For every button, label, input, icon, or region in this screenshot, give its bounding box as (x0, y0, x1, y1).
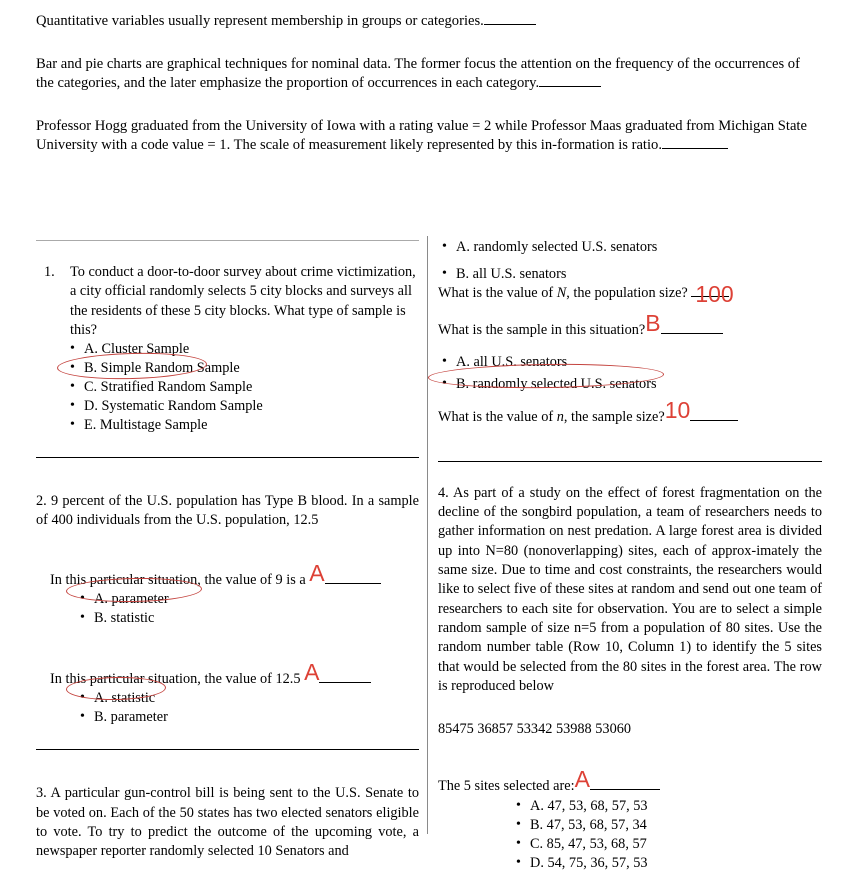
question-2-part-a-prompt (50, 559, 419, 590)
handwritten-answer-a1: A (309, 559, 325, 586)
sites-selected-prompt (438, 766, 822, 796)
sites-selected-text: The 5 sites selected are: (438, 778, 575, 795)
intro-paragraph-3 (36, 117, 820, 156)
population-size-prompt: What is the value of N, the population size? 100 (438, 281, 734, 307)
sample-size-prompt (438, 396, 822, 427)
question-2-part-b-options (76, 689, 419, 727)
option-item[interactable]: • D. Systematic Random Sample (66, 397, 419, 416)
answer-blank-3[interactable] (662, 148, 728, 149)
answer-blank-2[interactable] (539, 86, 601, 87)
intro-paragraph-1 (36, 12, 820, 32)
question-1-number: 1. (44, 264, 55, 280)
option-item[interactable]: • A. statistic (76, 689, 419, 708)
sample-question-text: What is the sample in this situation? (438, 322, 646, 339)
sample-question-prompt (438, 310, 822, 340)
answer-blank-1[interactable] (484, 24, 536, 25)
question-2-part-b-prompt (50, 659, 419, 689)
handwritten-answer-a2: A (304, 659, 320, 686)
answer-line-n[interactable] (690, 420, 738, 421)
option-item[interactable]: • E. Multistage Sample (66, 416, 419, 435)
option-item[interactable]: • D. 54, 75, 36, 57, 53 (512, 854, 822, 873)
question-2-part-a-options (76, 590, 419, 628)
question-2-part-b-text: In this particular situation, the value of 12.5 (50, 671, 301, 688)
question-1-options (66, 340, 419, 435)
intro-paragraph-2-text: Bar and pie charts are graphical techniques for nominal data. The former focus the attention on the frequency of the occurrences of the categories, and the later emphasize the proportion of occurrences in each category. (36, 55, 800, 91)
right-column (438, 238, 822, 873)
sample-question-options (438, 353, 822, 394)
answer-line-sites[interactable] (590, 789, 660, 790)
intro-paragraph-3-text: Professor Hogg graduated from the University of Iowa with a rating value = 2 while Professor Maas graduated from Michigan State University with a code value = 1. The scale of measurement likely represented by this in-formation is ratio. (36, 117, 807, 153)
option-item[interactable]: • B. parameter (76, 708, 419, 727)
population-size-symbol: N (556, 285, 567, 301)
option-item[interactable]: • A. 47, 53, 68, 57, 53 (512, 797, 822, 816)
question-2 (36, 492, 419, 531)
handwritten-answer-b1: B (645, 310, 661, 337)
sample-size-symbol: n (556, 408, 564, 425)
question-3-text: 3. A particular gun-control bill is being sent to the U.S. Senate to be voted on. Each of the 50 states has two elected senators eligible to vote. To try to predict the outcome of the upcoming vote, a newspaper reporter randomly selected 10 Senators and (36, 785, 419, 860)
option-item[interactable]: • C. Stratified Random Sample (66, 378, 419, 397)
option-item[interactable]: • A. Cluster Sample (66, 340, 419, 359)
population-size-text-before: What is the value of (438, 285, 554, 301)
question-1-text: To conduct a door-to-door survey about crime victimization, a city official randomly selects 5 city blocks and surveys all the residents of these 5 city blocks. What type of sample is this? (70, 264, 416, 338)
left-column (36, 240, 419, 862)
option-item[interactable]: • B. Simple Random Sample (66, 359, 419, 378)
intro-paragraph-2 (36, 55, 820, 94)
sample-size-text-after: , the sample size? (563, 408, 665, 425)
handwritten-answer-a3: A (574, 766, 590, 793)
option-item[interactable]: • A. all U.S. senators (438, 353, 822, 372)
option-item[interactable]: • A. randomly selected U.S. senators (438, 238, 822, 257)
random-digits-row: 85475 36857 53342 53988 53060 (438, 721, 632, 738)
question-1 (36, 263, 419, 340)
option-item[interactable]: • B. 47, 53, 68, 57, 34 (512, 816, 822, 835)
option-item[interactable]: • A. parameter (76, 590, 419, 609)
question-4-text: 4. As part of a study on the effect of forest fragmentation on the decline of the songbird population, a team of researchers needs to gather information on nest predation. A large forest area is divided up into N=80 (nonoverlapping) sites, each of approx-imately the same size. Due to time and cost constraints, the researchers would like to select five of these sites at random and send out one team of researchers to each site for observation. You are to select a simple random sample of size n=5 from a population of 80 sites. Use the random number table (Row 10, Column 1) to identify the 5 sites that would be selected from the 80 sites in the forest area. The row is reproduced below (438, 484, 822, 694)
handwritten-answer-10: 10 (664, 396, 691, 423)
intro-paragraph-1-text: Quantitative variables usually represent membership in groups or categories. (36, 13, 484, 29)
continued-options (438, 238, 822, 284)
answer-line-b1[interactable] (661, 333, 723, 334)
option-item[interactable]: • B. statistic (76, 609, 419, 628)
column-divider (427, 236, 428, 834)
question-2-part-a-text: In this particular situation, the value of 9 is a (50, 571, 306, 588)
question-3 (36, 784, 419, 861)
sample-size-text-before: What is the value of (438, 408, 554, 425)
option-item[interactable]: • B. randomly selected U.S. senators (438, 375, 822, 394)
population-size-text-after: , the population size? (566, 285, 688, 301)
intro-section (36, 12, 820, 179)
option-item[interactable]: • B. all U.S. senators (438, 265, 822, 284)
question-2-text: 2. 9 percent of the U.S. population has Type B blood. In a sample of 400 individuals from the U.S. population, 12.5 (36, 493, 419, 529)
option-item[interactable]: • C. 85, 47, 53, 68, 57 (512, 835, 822, 854)
question-4-options (512, 797, 822, 873)
answer-line-a1[interactable] (325, 583, 381, 584)
question-4 (438, 484, 822, 696)
answer-line-a2[interactable] (319, 682, 371, 683)
